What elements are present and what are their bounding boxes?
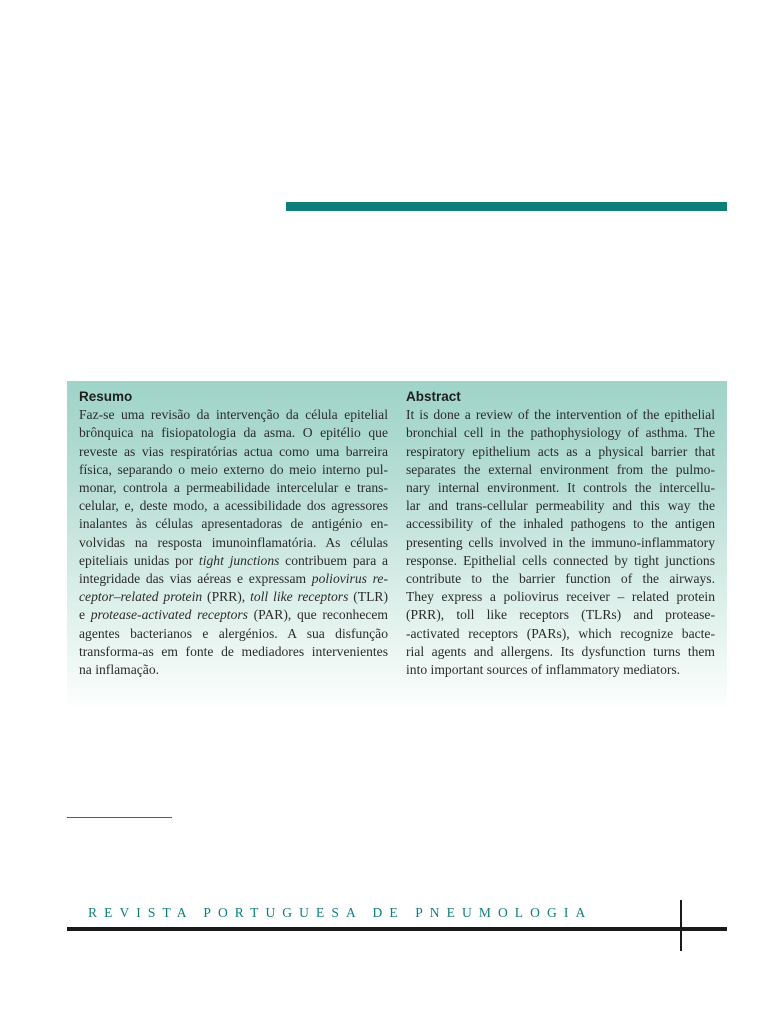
text-line: -activated receptors (PARs), which recognize bacte- — [406, 625, 715, 641]
text-line: ceptor–related protein (PRR), toll like receptors (TLR) — [79, 589, 388, 605]
text-line: lar and trans-cellular permeability and this way the — [406, 498, 715, 514]
footnote-divider — [67, 817, 172, 818]
journal-name: REVISTA PORTUGUESA DE PNEUMOLOGIA — [88, 905, 593, 920]
text-line: agentes bacterianos e alergénios. A sua disfunção — [79, 625, 388, 641]
text-line: na inflamação. — [79, 662, 160, 678]
text-line: contribute to the barrier function of the airways. — [406, 571, 715, 587]
text-line: brônquica na fisiopatologia da asma. O epitélio que — [79, 425, 388, 441]
abstract-panel — [67, 381, 727, 711]
italic-term: toll like receptors — [250, 589, 349, 605]
text-line: nary internal environment. It controls the intercellu- — [406, 480, 715, 496]
text-line: e protease-activated receptors (PAR), que reconhecem — [79, 607, 388, 623]
text-line: física, separando o meio externo do meio interno pul- — [79, 461, 388, 477]
text-line: transforma-as em fonte de mediadores intervenientes — [79, 643, 388, 659]
italic-term: ceptor–related protein — [79, 589, 203, 605]
footer-page-divider — [680, 900, 682, 951]
text-line: response. Epithelial cells connected by tight junctions — [406, 552, 715, 568]
resumo-column — [79, 388, 388, 679]
resumo-text — [79, 406, 388, 679]
text-line: integridade das vias aéreas e expressam poliovirus re- — [79, 571, 388, 587]
text-line: respiratory epithelium acts as a physical barrier that — [406, 443, 715, 459]
italic-term: protease-activated receptors — [90, 607, 248, 623]
text-line: volvidas na resposta imunoinflamatória. As células — [79, 534, 388, 550]
text-line: rial agents and allergens. Its dysfunction turns them — [406, 643, 715, 659]
text-line: They express a poliovirus receiver – related protein — [406, 589, 715, 605]
text-line: into important sources of inflammatory mediators. — [406, 662, 681, 678]
italic-term: poliovirus re- — [311, 571, 388, 587]
footer-rule — [67, 927, 727, 931]
abstract-text — [406, 406, 715, 679]
text-line: epiteliais unidas por tight junctions contribuem para a — [79, 552, 388, 568]
italic-term: tight junctions — [198, 552, 280, 568]
text-line: It is done a review of the intervention of the epithelial — [406, 407, 715, 423]
abstract-column — [406, 388, 715, 679]
text-line: reveste as vias respiratórias actua como uma barreira — [79, 443, 388, 459]
text-line: (PRR), toll like receptors (TLRs) and protease- — [406, 607, 715, 623]
resumo-heading: Resumo — [79, 389, 133, 404]
text-line: celular, e, deste modo, a acessibilidade dos agressores — [79, 498, 388, 514]
text-line: Faz-se uma revisão da intervenção da célula epitelial — [79, 407, 388, 423]
text-line: bronchial cell in the pathophysiology of asthma. The — [406, 425, 715, 441]
text-line: inalantes às células apresentadoras de antigénio en- — [79, 516, 388, 532]
text-line: presenting cells involved in the immuno-inflammatory — [406, 534, 715, 550]
text-line: monar, controla a permeabilidade intercelular e trans- — [79, 480, 388, 496]
text-line: accessibility of the inhaled pathogens to the antigen — [406, 516, 715, 532]
header-accent-bar — [286, 202, 727, 211]
text-line: separates the external environment from the pulmo- — [406, 461, 715, 477]
abstract-heading: Abstract — [406, 389, 461, 404]
